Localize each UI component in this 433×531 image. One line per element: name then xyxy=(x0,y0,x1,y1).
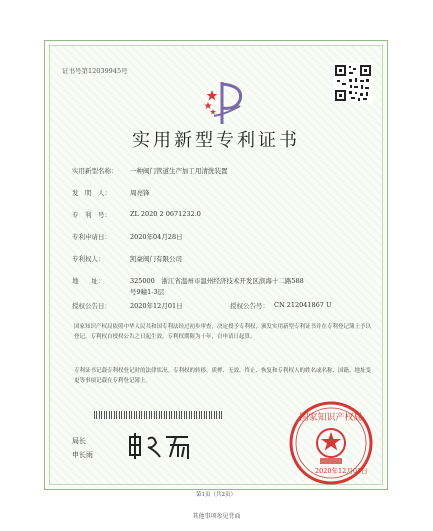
director-name: 申长雨 xyxy=(72,451,93,459)
grant-statement-paragraph: 国家知识产权局依照中华人民共和国专利法经过初步审查，决定授予专利权，颁发实用新型专利证书并在专利登记簿上予以登记。专利权自授权公告之日起生效。专利权期限为十年，自申请日起算。 xyxy=(74,324,372,340)
inventor-label: 发 明 人： xyxy=(72,189,111,197)
director-title: 局长 xyxy=(72,437,86,445)
patent-number-value: ZL 2020 2 0671232.0 xyxy=(130,210,201,218)
certificate-number: 证书号第12039945号 xyxy=(62,67,128,75)
address-label: 地 址： xyxy=(72,277,105,285)
grant-date-value: 2020年12月01日 xyxy=(130,302,183,310)
patent-office-emblem-icon xyxy=(200,76,254,130)
filing-date-value: 2020年04月28日 xyxy=(130,233,183,241)
patentee-value: 凯豪阀门有限公司 xyxy=(130,255,182,263)
address-line-1: 325000 浙江省温州市温州经济技术开发区滨海十二路588 xyxy=(130,277,304,285)
qr-code-icon xyxy=(333,63,373,103)
footer-note: 其他事项参见背面 xyxy=(192,513,241,520)
patentee-label: 专利权人： xyxy=(72,255,105,263)
utility-model-name-value: 一种阀门管道生产加工用清洗装置 xyxy=(130,167,228,175)
page-number: 第1页（共2页） xyxy=(196,492,236,498)
legal-status-paragraph: 专利证书记载专利权登记时的法律状况。专利权的转移、质押、无效、终止、恢复和专利权人的姓名或名称、国籍、地址变更等事项记载在专利登记簿上。 xyxy=(74,368,372,384)
inventor-value: 周亮锋 xyxy=(130,189,150,197)
address-line-2: 号9幢1-3层 xyxy=(130,288,165,296)
grant-date-label: 授权公告日： xyxy=(72,302,111,310)
grant-number-label: 授权公告号： xyxy=(230,302,269,310)
patent-certificate xyxy=(44,40,388,498)
patent-number-label: 专 利 号： xyxy=(72,211,111,219)
seal-text: 国家知识产权局 xyxy=(299,413,363,423)
barcode-strip xyxy=(94,411,224,419)
seal-date: 2020年12月01日 xyxy=(315,467,368,475)
certificate-title: 实用新型专利证书 xyxy=(132,130,300,151)
certificate-inner-frame xyxy=(49,45,383,498)
grant-number-value: CN 212041867 U xyxy=(274,301,332,309)
director-signature xyxy=(126,429,196,463)
filing-date-label: 专利申请日： xyxy=(72,233,111,241)
utility-model-name-label: 实用新型名称： xyxy=(72,167,118,175)
